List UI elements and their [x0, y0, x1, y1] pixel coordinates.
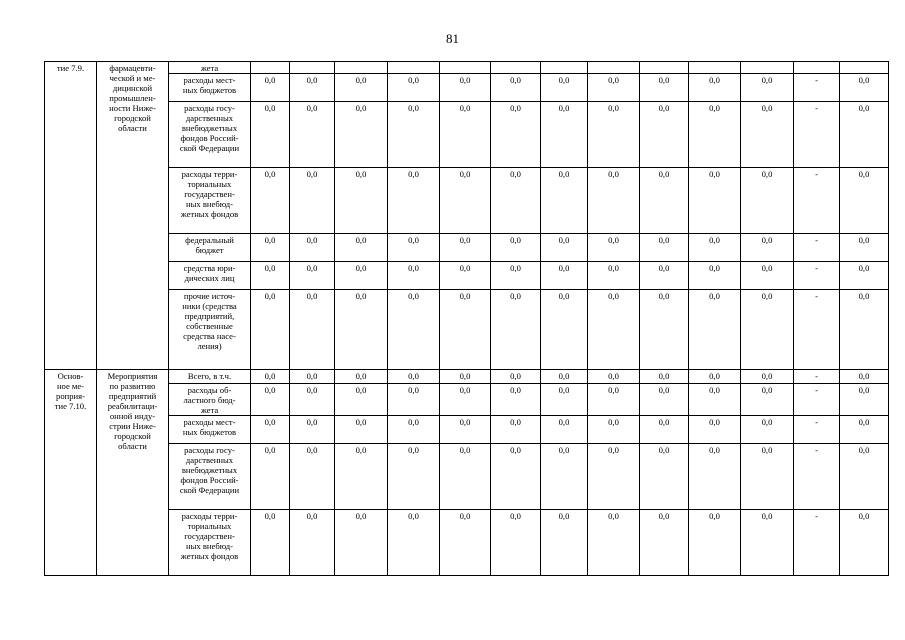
value-cell: 0,0 — [640, 102, 689, 168]
value-cell: 0,0 — [741, 370, 794, 384]
value-cell: 0,0 — [588, 234, 640, 262]
value-cell — [335, 62, 388, 74]
table-row — [45, 290, 889, 370]
value-cell: 0,0 — [541, 444, 588, 510]
value-cell: 0,0 — [689, 290, 741, 370]
value-cell: 0,0 — [840, 168, 889, 234]
value-cell: 0,0 — [388, 444, 440, 510]
value-cell — [440, 62, 491, 74]
value-cell: 0,0 — [741, 416, 794, 444]
value-cell — [251, 62, 290, 74]
value-cell: 0,0 — [741, 168, 794, 234]
value-cell: 0,0 — [335, 234, 388, 262]
value-cell: 0,0 — [388, 262, 440, 290]
value-cell: 0,0 — [541, 234, 588, 262]
value-cell: 0,0 — [440, 290, 491, 370]
value-cell: 0,0 — [388, 416, 440, 444]
value-cell: 0,0 — [290, 510, 335, 576]
value-cell: 0,0 — [251, 384, 290, 416]
value-cell: 0,0 — [689, 384, 741, 416]
value-cell: 0,0 — [290, 74, 335, 102]
value-cell: 0,0 — [335, 384, 388, 416]
value-cell: 0,0 — [440, 102, 491, 168]
value-cell: 0,0 — [689, 262, 741, 290]
value-cell — [588, 62, 640, 74]
value-cell: - — [794, 416, 840, 444]
funding-source-cell: расходы мест- ных бюджетов — [169, 74, 251, 102]
value-cell: 0,0 — [689, 510, 741, 576]
value-cell: 0,0 — [290, 262, 335, 290]
value-cell: 0,0 — [689, 416, 741, 444]
value-cell: 0,0 — [491, 416, 541, 444]
value-cell: 0,0 — [335, 102, 388, 168]
value-cell: 0,0 — [251, 168, 290, 234]
value-cell: 0,0 — [541, 290, 588, 370]
value-cell: 0,0 — [640, 384, 689, 416]
value-cell: 0,0 — [440, 416, 491, 444]
value-cell: 0,0 — [640, 234, 689, 262]
value-cell: 0,0 — [741, 290, 794, 370]
value-cell: 0,0 — [588, 290, 640, 370]
value-cell: 0,0 — [440, 370, 491, 384]
funding-source-cell: расходы об- ластного бюд- жета — [169, 384, 251, 416]
value-cell: - — [794, 510, 840, 576]
value-cell: 0,0 — [440, 510, 491, 576]
value-cell: - — [794, 234, 840, 262]
value-cell: 0,0 — [640, 370, 689, 384]
value-cell — [840, 62, 889, 74]
value-cell — [741, 62, 794, 74]
value-cell: 0,0 — [741, 74, 794, 102]
funding-source-cell: прочие источ- ники (средства предприятий, собственные средства насе- ления) — [169, 290, 251, 370]
measure-number-cell: тие 7.9. — [45, 62, 97, 370]
value-cell: 0,0 — [840, 370, 889, 384]
value-cell: 0,0 — [440, 384, 491, 416]
value-cell — [689, 62, 741, 74]
value-cell: 0,0 — [491, 102, 541, 168]
funding-source-cell: Всего, в т.ч. — [169, 370, 251, 384]
value-cell: 0,0 — [840, 444, 889, 510]
value-cell: 0,0 — [491, 262, 541, 290]
value-cell: 0,0 — [251, 370, 290, 384]
value-cell: 0,0 — [689, 234, 741, 262]
value-cell: 0,0 — [588, 102, 640, 168]
value-cell: - — [794, 370, 840, 384]
value-cell: 0,0 — [840, 234, 889, 262]
funding-source-cell: федеральный бюджет — [169, 234, 251, 262]
value-cell: 0,0 — [290, 444, 335, 510]
value-cell: 0,0 — [251, 234, 290, 262]
value-cell: 0,0 — [840, 74, 889, 102]
value-cell: 0,0 — [640, 168, 689, 234]
value-cell: 0,0 — [491, 74, 541, 102]
value-cell: 0,0 — [335, 290, 388, 370]
value-cell: 0,0 — [251, 102, 290, 168]
funding-source-cell: расходы госу- дарственных внебюджетных фондов Россий- ской Федерации — [169, 444, 251, 510]
table-row — [45, 510, 889, 576]
value-cell: - — [794, 74, 840, 102]
value-cell: 0,0 — [388, 74, 440, 102]
value-cell: 0,0 — [840, 384, 889, 416]
page-number: 81 — [446, 31, 459, 46]
value-cell: 0,0 — [689, 168, 741, 234]
value-cell — [794, 62, 840, 74]
value-cell: 0,0 — [491, 384, 541, 416]
funding-source-cell: расходы мест- ных бюджетов — [169, 416, 251, 444]
funding-source-cell: расходы терри- ториальных государствен- ных внебюд- жетных фондов — [169, 168, 251, 234]
table-row — [45, 234, 889, 262]
value-cell: 0,0 — [840, 262, 889, 290]
value-cell: 0,0 — [251, 444, 290, 510]
funding-source-cell: расходы терри- ториальных государствен- ных внебюд- жетных фондов — [169, 510, 251, 576]
value-cell: - — [794, 102, 840, 168]
value-cell: - — [794, 384, 840, 416]
value-cell: 0,0 — [388, 370, 440, 384]
table-row — [45, 62, 889, 74]
value-cell: 0,0 — [640, 510, 689, 576]
table-row — [45, 416, 889, 444]
value-cell: 0,0 — [588, 416, 640, 444]
table-row — [45, 262, 889, 290]
value-cell: 0,0 — [388, 510, 440, 576]
table-row — [45, 102, 889, 168]
value-cell: 0,0 — [588, 262, 640, 290]
value-cell: 0,0 — [335, 74, 388, 102]
value-cell: 0,0 — [440, 262, 491, 290]
value-cell: 0,0 — [491, 290, 541, 370]
value-cell: - — [794, 262, 840, 290]
value-cell — [541, 62, 588, 74]
value-cell: 0,0 — [251, 510, 290, 576]
value-cell: 0,0 — [640, 262, 689, 290]
funding-source-cell: средства юри- дических лиц — [169, 262, 251, 290]
value-cell: - — [794, 290, 840, 370]
value-cell: 0,0 — [491, 444, 541, 510]
value-cell: 0,0 — [440, 234, 491, 262]
value-cell: 0,0 — [335, 168, 388, 234]
value-cell: 0,0 — [840, 102, 889, 168]
value-cell: 0,0 — [689, 74, 741, 102]
value-cell: 0,0 — [741, 262, 794, 290]
value-cell: 0,0 — [491, 510, 541, 576]
value-cell: 0,0 — [491, 168, 541, 234]
value-cell: 0,0 — [335, 510, 388, 576]
value-cell: 0,0 — [388, 290, 440, 370]
value-cell: 0,0 — [290, 416, 335, 444]
table-row — [45, 370, 889, 384]
value-cell: 0,0 — [251, 290, 290, 370]
value-cell: 0,0 — [741, 234, 794, 262]
value-cell: 0,0 — [541, 416, 588, 444]
value-cell: 0,0 — [251, 74, 290, 102]
value-cell: 0,0 — [840, 290, 889, 370]
value-cell: 0,0 — [541, 510, 588, 576]
funding-table — [44, 61, 889, 576]
value-cell: 0,0 — [491, 234, 541, 262]
value-cell: 0,0 — [741, 444, 794, 510]
value-cell: 0,0 — [689, 370, 741, 384]
value-cell: 0,0 — [388, 234, 440, 262]
value-cell: 0,0 — [388, 168, 440, 234]
measure-number-cell: Основ- ное ме- роприя- тие 7.10. — [45, 370, 97, 576]
value-cell: 0,0 — [335, 262, 388, 290]
value-cell: 0,0 — [541, 384, 588, 416]
table-body — [45, 62, 889, 576]
value-cell: 0,0 — [440, 168, 491, 234]
value-cell: 0,0 — [588, 384, 640, 416]
value-cell: 0,0 — [689, 444, 741, 510]
measure-name-cell: фармацевти- ческой и ме- дицинской промышлен- ности Ниже- городской области — [97, 62, 169, 370]
value-cell: 0,0 — [335, 444, 388, 510]
measure-name-cell: Мероприятия по развитию предприятий реабилитаци- онной инду- стрии Ниже- городской области — [97, 370, 169, 576]
value-cell: 0,0 — [290, 234, 335, 262]
value-cell: 0,0 — [440, 74, 491, 102]
funding-source-cell: расходы госу- дарственных внебюджетных фондов Россий- ской Федерации — [169, 102, 251, 168]
value-cell: 0,0 — [290, 290, 335, 370]
value-cell — [491, 62, 541, 74]
value-cell: - — [794, 168, 840, 234]
value-cell — [388, 62, 440, 74]
value-cell: 0,0 — [640, 416, 689, 444]
table-row — [45, 384, 889, 416]
value-cell: 0,0 — [541, 370, 588, 384]
value-cell: 0,0 — [541, 74, 588, 102]
value-cell: 0,0 — [741, 384, 794, 416]
value-cell: 0,0 — [440, 444, 491, 510]
value-cell: 0,0 — [588, 444, 640, 510]
value-cell: 0,0 — [251, 262, 290, 290]
value-cell: 0,0 — [640, 290, 689, 370]
value-cell: 0,0 — [491, 370, 541, 384]
value-cell: 0,0 — [689, 102, 741, 168]
value-cell: 0,0 — [290, 370, 335, 384]
value-cell: 0,0 — [290, 384, 335, 416]
value-cell: 0,0 — [840, 416, 889, 444]
value-cell: 0,0 — [741, 510, 794, 576]
value-cell: 0,0 — [640, 444, 689, 510]
funding-source-cell: жета — [169, 62, 251, 74]
value-cell: 0,0 — [251, 416, 290, 444]
value-cell: 0,0 — [290, 102, 335, 168]
value-cell: - — [794, 444, 840, 510]
value-cell — [640, 62, 689, 74]
table-row — [45, 168, 889, 234]
value-cell: 0,0 — [640, 74, 689, 102]
value-cell: 0,0 — [588, 74, 640, 102]
value-cell: 0,0 — [290, 168, 335, 234]
value-cell: 0,0 — [741, 102, 794, 168]
value-cell: 0,0 — [840, 510, 889, 576]
value-cell: 0,0 — [541, 262, 588, 290]
value-cell: 0,0 — [335, 370, 388, 384]
value-cell: 0,0 — [541, 168, 588, 234]
value-cell: 0,0 — [388, 384, 440, 416]
value-cell — [290, 62, 335, 74]
table-row — [45, 74, 889, 102]
value-cell: 0,0 — [335, 416, 388, 444]
value-cell: 0,0 — [388, 102, 440, 168]
value-cell: 0,0 — [541, 102, 588, 168]
value-cell: 0,0 — [588, 168, 640, 234]
value-cell: 0,0 — [588, 510, 640, 576]
value-cell: 0,0 — [588, 370, 640, 384]
table-row — [45, 444, 889, 510]
